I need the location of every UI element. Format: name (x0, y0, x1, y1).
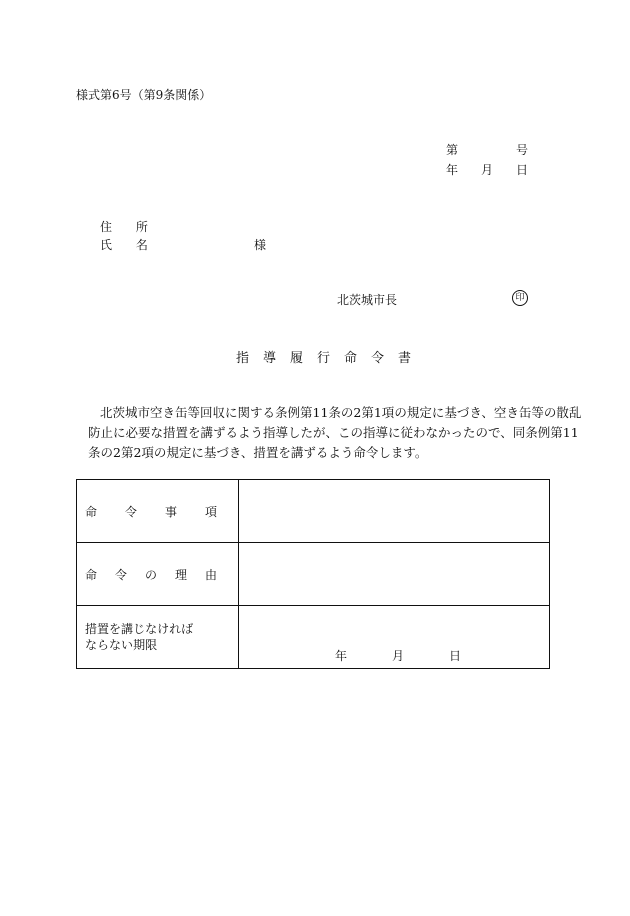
label-char: ら (97, 638, 110, 652)
label-char: れ (169, 622, 182, 636)
document-title: 指導履行命令書 (236, 351, 426, 366)
seal-mark: 印 (512, 290, 528, 306)
year-label: 年 (446, 163, 459, 177)
month-label: 月 (480, 163, 493, 177)
table-row (77, 480, 550, 543)
label-char: な (145, 622, 158, 636)
order-items-value[interactable] (239, 480, 550, 543)
form-number: 様式第6号（第9条関係） (76, 88, 212, 102)
label-char: け (157, 622, 170, 636)
body-paragraph (88, 403, 582, 463)
issue-date-row (446, 160, 528, 180)
label-char: 由 (204, 567, 217, 582)
order-table (76, 479, 550, 669)
body-line: 防止に必要な措置を講ずるよう指導したが、この指導に従わなかったので、同条例第11 (88, 425, 579, 440)
order-items-label-cell (77, 480, 239, 543)
label-char: な (85, 638, 98, 652)
order-reason-label (85, 566, 217, 583)
deadline-label-line1 (85, 621, 217, 637)
table-row (77, 543, 550, 606)
label-char: 項 (204, 504, 217, 519)
deadline-label-line2 (85, 637, 217, 653)
label-char: 事 (164, 504, 177, 519)
label-char: 限 (145, 638, 158, 652)
order-reason-value[interactable] (239, 543, 550, 606)
deadline-date (335, 647, 461, 664)
label-char: 命 (85, 504, 98, 519)
label-char: 理 (174, 567, 187, 582)
deadline-value[interactable] (239, 606, 550, 669)
label-char: い (121, 638, 134, 652)
document-number-block (446, 140, 528, 180)
issuer-name: 北茨城市長 (337, 293, 398, 307)
deadline-day-label: 日 (448, 649, 461, 663)
body-line: 条の2第2項の規定に基づき、措置を講ずるよう命令します。 (88, 445, 428, 460)
label-char: 令 (124, 504, 137, 519)
name-label: 氏 名 (100, 238, 158, 252)
label-char: 置 (97, 622, 110, 636)
table-row (77, 606, 550, 669)
label-char: な (109, 638, 122, 652)
label-char: ば (181, 622, 194, 636)
deadline-month-label: 月 (391, 649, 404, 663)
label-char: じ (133, 622, 146, 636)
deadline-label-cell (77, 606, 239, 669)
body-line: 北茨城市空き缶等回収に関する条例第11条の2第1項の規定に基づき、空き缶等の散乱 (100, 405, 582, 420)
dai-label: 第 (446, 143, 459, 157)
deadline-year-label: 年 (335, 649, 348, 663)
order-items-label (85, 503, 217, 520)
go-label: 号 (515, 143, 528, 157)
label-char: 期 (133, 638, 146, 652)
label-char: 措 (85, 622, 98, 636)
day-label: 日 (515, 163, 528, 177)
label-char: 令 (114, 567, 127, 582)
label-char: の (144, 567, 157, 582)
honorific-label: 様 (254, 238, 267, 252)
label-char: を (109, 622, 122, 636)
addressee-block (100, 218, 267, 254)
label-char: 命 (85, 567, 98, 582)
address-label: 住 所 (100, 220, 158, 234)
label-char: 講 (121, 622, 134, 636)
order-reason-label-cell (77, 543, 239, 606)
document-number-row (446, 140, 528, 160)
